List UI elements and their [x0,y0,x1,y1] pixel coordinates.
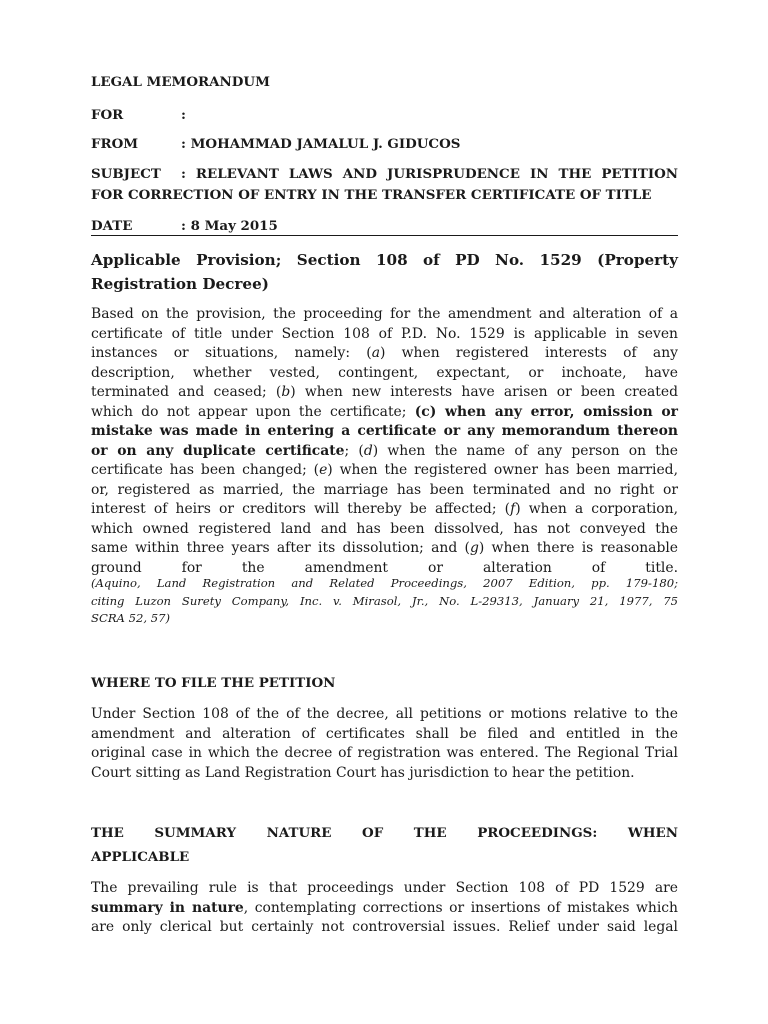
section2-heading: WHERE TO FILE THE PETITION [91,675,336,691]
memo-for-label: FOR [91,107,124,123]
header-divider [91,235,678,236]
section3-paragraph: The prevailing rule is that proceedings under Section 108 of PD 1529 are summary in nature, contemplating corrections or insertions of mistakes which are only clerical but certainly not controversial issues. Relief under said legal [91,880,678,935]
memo-subject-line1: SUBJECT : RELEVANT LAWS AND JURISPRUDENCE IN THE PETITION [91,166,678,182]
memo-date-row [91,217,278,235]
section1-paragraph: Based on the provision, the proceeding for the amendment and alteration of a certificate of title under Section 108 of P.D. No. 1529 is applicable in seven instances or situations, namely: (a) when registered interests of any description, whether vested, contingent, expectant, or inchoate, have terminated and ceased; (b) when new interests have arisen or been created which do not appear upon the certificate; (c) when any error, omission or mistake was made in entering a certificate or any memorandum thereon or on any duplicate certificate; (d) when the name of any person on the certificate has been changed; (e) when the registered owner has been married, or, registered as married, the marriage has been terminated and no right or interest of heirs or creditors will thereby be affected; (f) when a corporation, which owned registered land and has been dissolved, has not conveyed the same within three years after its dissolution; and (g) when there is reasonable ground for the amendment or alteration of title. [91,306,679,576]
memo-date-value: : 8 May 2015 [181,218,278,234]
memo-subject [91,164,678,206]
memo-for-value: : [181,107,186,123]
memo-from-row [91,135,460,153]
memo-title: LEGAL MEMORANDUM [91,74,270,90]
memo-for-row [91,106,186,124]
memo-subject-line2: FOR CORRECTION OF ENTRY IN THE TRANSFER CERTIFICATE OF TITLE [91,187,652,203]
section1-heading: Applicable Provision; Section 108 of PD No. 1529 (Property Registration Decree) [91,251,678,293]
section2-paragraph: Under Section 108 of the of the decree, all petitions or motions relative to the amendment and alteration of certificates shall be filed and entitled in the original case in which the decree of registration was entered. The Regional Trial Court sitting as Land Registration Court has jurisdiction to hear the petition. [91,706,678,781]
memo-from-label: FROM [91,136,139,152]
section1-citation: (Aquino, Land Registration and Related Proceedings, 2007 Edition, pp. 179-180; citing Luzon Surety Company, Inc. v. Mirasol, Jr., No. L-29313, January 21, 1977, 75 SCRA 52, 57) [91,576,678,625]
memo-date-label: DATE [91,218,133,234]
memo-from-value: : MOHAMMAD JAMALUL J. GIDUCOS [181,136,461,152]
memo-subject-label: SUBJECT [91,166,161,182]
section3-heading: THE SUMMARY NATURE OF THE PROCEEDINGS: WHEN APPLICABLE [91,825,678,865]
